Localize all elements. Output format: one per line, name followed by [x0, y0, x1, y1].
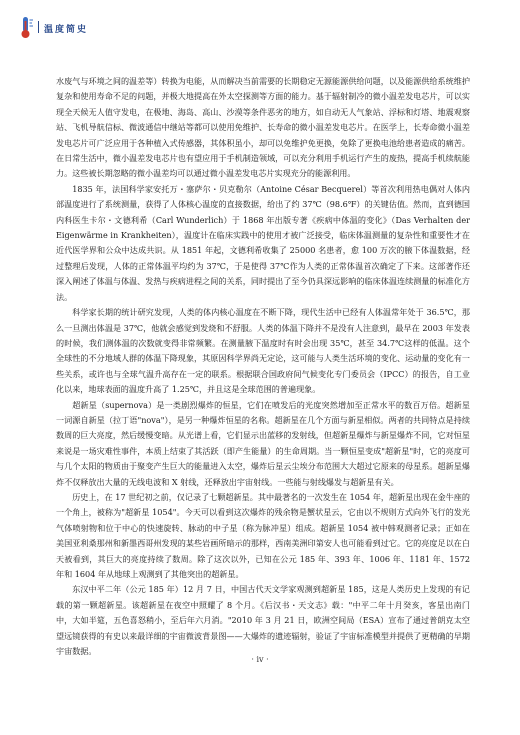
- paragraph: 东汉中平二年（公元 185 年）12 月 7 日，中国古代天文学家观测到超新星 185，这是人类历史上发现的有记载的第一颗超新星。该超新星在夜空中照耀了 8 个月。《后汉书・天文志》载："中平二年十月癸亥，客星出南门中，大如半筵，五色喜怒稍小，至后年六月消。"2010 年 3 月 21 日，欧洲空间局（ESA）宣布了通过普朗克太空望远镜获得的有史以来最详细的宇宙微波背景图——大爆炸的遗迹辐射，验证了宇宙标准模型并提供了更精确的早期宇宙数据。: [56, 584, 470, 657]
- body-text: [56, 74, 470, 659]
- paragraph: 历史上，在 17 世纪初之前，仅记录了七颗超新星。其中最著名的一次发生在 1054 年，超新星出现在金牛座的一个角上，被称为"超新星 1054"。今天可以看到这次爆炸的残余物是蟹状星云，它由以不规则方式向外飞行的发光气体喷射物和位于中心的快速旋转、脉动的中子星（称为脉冲星）组成。超新星 1054 被中韩观测者记录；正如在美国亚利桑那州和新墨西哥州发现的某些岩画所暗示的那样，西南美洲印第安人也可能看到过它。它的亮度足以在白天被看到，其巨大的亮度持续了数周。除了这次以外，已知在公元 185 年、393 年、1006 年、1181 年、1572 年和 1604 年从地球上观测到了其他突出的超新星。: [56, 491, 470, 579]
- page-number: · iv ·: [251, 655, 269, 664]
- thermometer-icon: [20, 16, 36, 40]
- paragraph: 1835 年，法国科学家安托万・塞萨尔・贝克勒尔（Antoine César Becquerel）等首次利用热电偶对人体内部温度进行了系统测量，获得了人体核心温度的直接数据，给出了约 37℃（98.6℉）的关键估值。然而，直到德国内科医生卡尔・文德利希（Carl Wunderlich）于 1868 年出版专著《疾病中体温的变化》（Das Verhalten der Eigenwärme in Krankheiten），温度计在临床实践中的使用才被广泛接受，临床体温测量的复杂性和重要性才在近代医学界和公众中达成共识。从 1851 年起，文德利希收集了 25000 名患者，愈 100 万次的腋下体温数据，经过整理后发现，人体的正常体温平均约为 37℃，于是使得 37℃作为人类的正常体温首次确定了下来。这部著作还深入阐述了体温与体温、发热与疾病进程之间的关系，同时提出了至今仍具深远影响的临床体温连续测量的标准化方法。: [56, 183, 470, 302]
- paragraph: 超新星（supernova）是一类剧烈爆炸的恒星，它们在喷发后的光度突然增加至正常水平的数百万倍。超新星一词源自新星（拉丁语"nova"），是另一种爆炸恒星的名称。超新星在几个方面与新星相似。两者的共同特点是持续数周的巨大亮度，然后缓慢变暗。从光谱上看，它们显示出蓝移的发射线，但超新星爆炸与新星爆炸不同，它对恒星来说是一场灾难性事件，本质上结束了其活跃（即产生能量）的生命周期。当一颗恒星变成"超新星"时，它的亮度可与几个太阳的物质由于聚变产生巨大的能量进入太空，爆炸后星云尘埃分布范围大大超过它原来的母星系。超新星爆炸不仅释放出大量的无线电波和 X 射线，还释放出宇宙射线。一些能与射线爆发与超新星有关。: [56, 399, 470, 487]
- paragraph: 科学家长期的统计研究发现，人类的体内核心温度在不断下降，现代生活中已经有人体温常年处于 36.5℃，那么一旦测出体温是 37℃，他就会感觉到发烧和不舒服。人类的体温下降并不是没有人注意到，最早在 2003 年发表的时候，我们测体温的次数就变得非常频繁。在测量腋下温度时有时会出现 35℃，甚至 34.7℃这样的低温。这个全球性的不分地域人群的体温下降现象，其原因科学界尚无定论，这可能与人类生活环境的变化、运动量的变化有一些关系，或许也与全球气温升高存在一定的联系。根据联合国政府间气候变化专门委员会（IPCC）的报告，自工业化以来，地球表面的温度升高了 1.25℃，并且这是全球范围的普遍现象。: [56, 307, 470, 395]
- header-divider: [38, 21, 39, 33]
- page-header: [0, 0, 520, 42]
- running-head: 温度简史: [44, 25, 89, 35]
- paragraph: 水废气与环境之间的温差等）转换为电能，从而解决当前需要的长期稳定无源能源供给问题，以及能源供给系统维护复杂和使用寿命不足的问题，并极大地提高在外太空探测等方面的能力。基于辐射制冷的微小温差发电芯片，可以实现全天候无人值守发电，在极地、海岛、高山、沙漠等条件恶劣的地方，如自动无人气象站、浮标和灯塔、地震观察站、飞机导航信标、微波通信中继站等都可以使用免维护、长寿命的微小温差发电芯片。在医学上，长寿命微小温差发电芯片可广泛应用于各种植入式传感器，其体积虽小，却可以免维护免更换，免除了更换电池给患者造成的痛苦。在日常生活中，微小温差发电芯片也有望应用于手机制造领域，可以充分利用手机运行产生的废热，提高手机续航能力。这些被长期忽略的微小温差均可以通过微小温差发电芯片实现充分的能源利用。: [56, 76, 470, 179]
